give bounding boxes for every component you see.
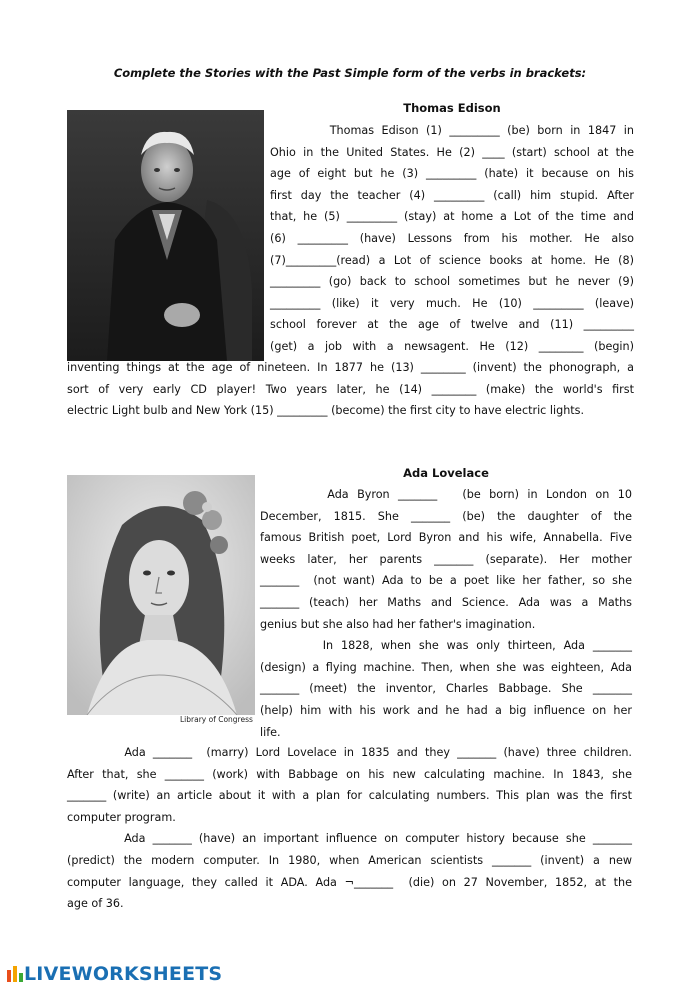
text-line: _________ (like) it very much. He (10) _________ (leave) xyxy=(270,296,634,310)
text-line: December, 1815. She _______ (be) the daughter of the xyxy=(260,509,632,523)
text-line: famous British poet, Lord Byron and his wife, Annabella. Five xyxy=(260,531,632,545)
instruction-heading: Complete the Stories with the Past Simple form of the verbs in brackets: xyxy=(113,66,587,80)
text-line: (get) a job with a newsagent. He (12) ________ (begin) xyxy=(270,339,634,353)
text-line: age of 36. xyxy=(67,897,124,911)
logo-mark-icon xyxy=(6,964,24,984)
text-line: inventing things at the age of nineteen. In 1877 he (13) ________ (invent) the phonograph, a xyxy=(67,361,634,374)
text-line: computer language, they called it ADA. Ada ¬_______ (die) on 27 November, 1852, at the xyxy=(67,875,632,889)
text-line: age of eight but he (3) _________ (hate) it because on his xyxy=(270,167,634,181)
edison-paragraph-side xyxy=(270,120,634,358)
lovelace-paragraph-full xyxy=(67,742,632,915)
text-line: school forever at the age of twelve and (11) _________ xyxy=(270,318,634,332)
text-line: After that, she _______ (work) with Babbage on his new calculating machine. In 1843, she xyxy=(67,767,632,781)
text-line: Thomas Edison (1) _________ (be) born in 1847 in xyxy=(270,124,634,137)
text-line: (7)_________(read) a Lot of science books at home. He (8) xyxy=(270,253,634,267)
lovelace-paragraph-side xyxy=(260,484,632,743)
text-line: weeks later, her parents _______ (separate). Her mother xyxy=(260,552,632,566)
text-line: Ohio in the United States. He (2) ____ (start) school at the xyxy=(270,145,634,159)
text-line: computer program. xyxy=(67,810,176,824)
text-line: _______ (meet) the inventor, Charles Babbage. She _______ xyxy=(260,682,632,696)
text-line: (design) a flying machine. Then, when she was eighteen, Ada xyxy=(260,660,632,674)
text-line: _________ (go) back to school sometimes but he never (9) xyxy=(270,275,634,289)
lovelace-portrait xyxy=(67,475,255,715)
text-line: _______ (not want) Ada to be a poet like her father, so she xyxy=(260,574,632,588)
text-line: sort of very early CD player! Two years later, he (14) ________ (make) the world's first xyxy=(67,382,634,396)
text-line: life. xyxy=(260,725,281,739)
text-line: _______ (write) an article about it with a plan for calculating numbers. This plan was the first xyxy=(67,789,632,803)
text-line: that, he (5) _________ (stay) at home a Lot of the time and xyxy=(270,210,634,224)
text-line: Ada Byron _______ (be born) in London on 10 xyxy=(260,488,632,501)
liveworksheets-logo[interactable] xyxy=(6,962,222,986)
text-line: (help) him with his work and he had a big influence on her xyxy=(260,703,632,717)
photo-caption: Library of Congress xyxy=(180,715,253,724)
logo-text: LIVEWORKSHEETS xyxy=(24,963,223,985)
text-line: electric Light bulb and New York (15) _________ (become) the first city to have electric lights. xyxy=(67,404,585,418)
text-line: Ada _______ (have) an important influence on computer history because she _______ xyxy=(67,832,632,846)
text-line: (6) _________ (have) Lessons from his mother. He also xyxy=(270,231,634,245)
lovelace-title: Ada Lovelace xyxy=(403,466,489,480)
edison-title: Thomas Edison xyxy=(403,101,501,115)
text-line: (predict) the modern computer. In 1980, when American scientists _______ (invent) a new xyxy=(67,853,632,867)
text-line: first day the teacher (4) _________ (call) him stupid. After xyxy=(270,188,634,202)
edison-photo xyxy=(67,110,264,361)
text-line: _______ (teach) her Maths and Science. Ada was a Maths xyxy=(260,595,632,609)
edison-paragraph-full xyxy=(67,357,634,422)
text-line: genius but she also had her father's imagination. xyxy=(260,617,536,631)
text-line: In 1828, when she was only thirteen, Ada _______ xyxy=(260,639,632,653)
text-line: Ada _______ (marry) Lord Lovelace in 1835 and they _______ (have) three children. xyxy=(67,746,632,759)
